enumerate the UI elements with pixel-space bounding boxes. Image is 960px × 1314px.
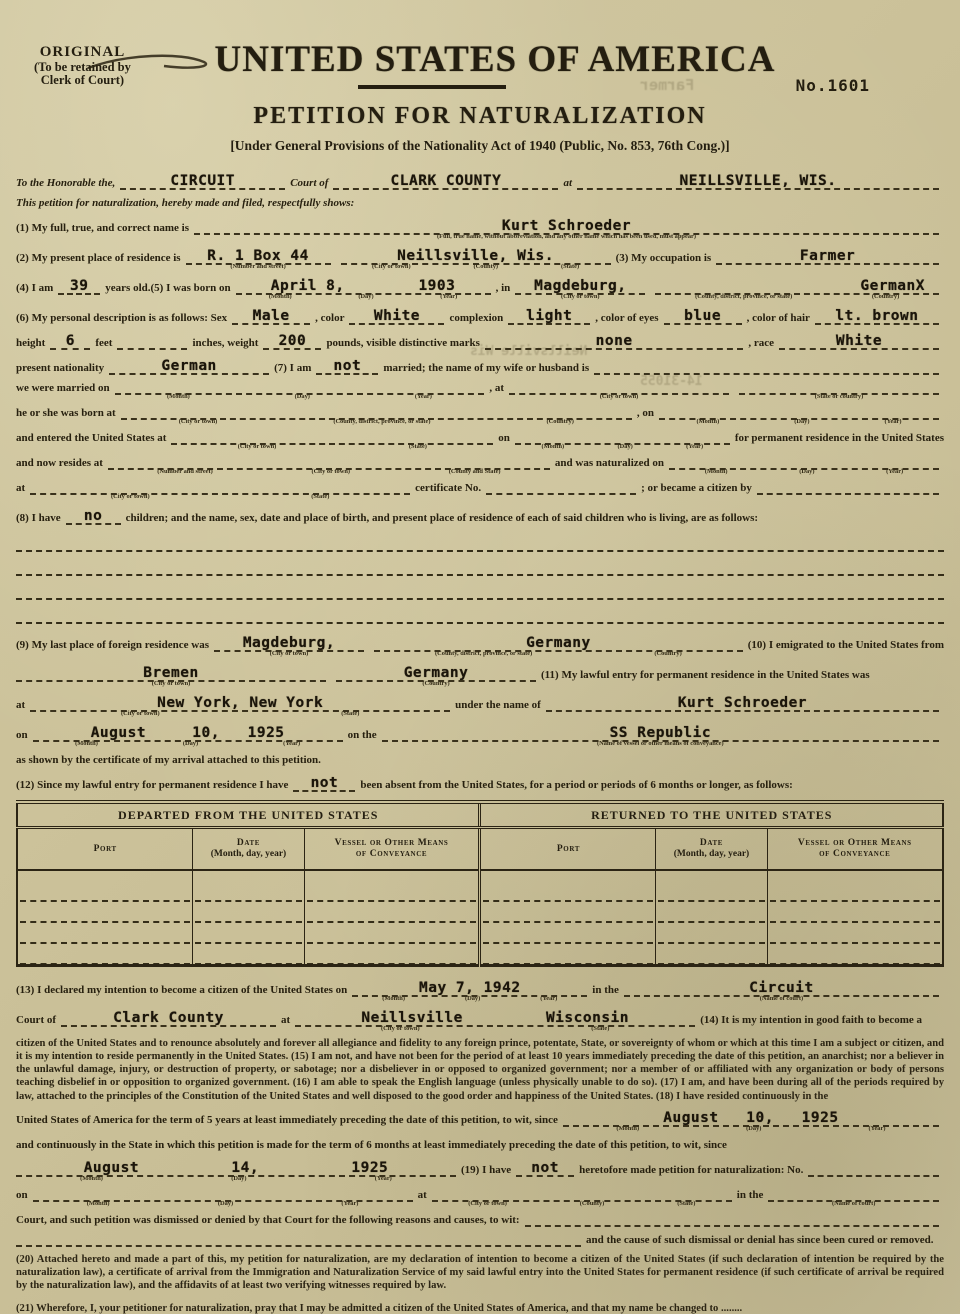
paragraph-20: (20) Attached hereto and made a part of this, my petition for naturalization, are my declaration of intention to become a citizen of the United States (if such declaration of intention be required by the naturalization law), a certificate of arrival from the Immigration and Naturalization Service of my said lawful entry into the United States for permanent residence (if such certificate of arrival be required by the naturalization law), and the affidavits of at least two verifying witnesses required by law. — [16, 1253, 944, 1291]
occupation-label: (3) My occupation is — [615, 252, 712, 264]
certificate-no-field — [486, 480, 636, 495]
absence-label: (12) Since my lawful entry for permanent residence I have — [16, 779, 289, 791]
field-line-3 — [16, 275, 944, 300]
empty-cell — [656, 901, 767, 922]
vessel-column: Vessel or Other Means of Conveyance — [767, 828, 943, 871]
paragraph-21: (21) Wherefore, I, your petitioner for naturalization, pray that I may be admitted a citizen of the United States of America, and that my name be changed to ........ — [16, 1303, 743, 1314]
vessel-field: SS Republic (Name of vessel or other means of conveyance) — [382, 722, 939, 742]
title-rule — [358, 85, 506, 89]
empty-cell — [480, 901, 656, 922]
age-field: 39 — [58, 275, 100, 295]
declaration-place-field: Neillsville Wisconsin (City or town) (State) — [295, 1007, 695, 1027]
declaration-date-field: May 7, 1942 (Month) (Day) (Year) — [352, 977, 587, 997]
residence-since-field: August 10, 1925 (Month) (Day) (Year) — [563, 1107, 939, 1127]
children-blank-row — [16, 602, 944, 624]
children-detail-label: children; and the name, sex, date and place of birth, and present place of residence of each of said children who is living, are as follows: — [125, 512, 759, 524]
spouse-born-on-label: , on — [636, 407, 654, 419]
lawful-entry-label: (11) My lawful entry for permanent residence in the United States was — [541, 669, 870, 681]
children-blank-row — [16, 530, 944, 552]
age-label: (4) I am — [16, 282, 54, 294]
vessel-column: Vessel or Other Means of Conveyance — [304, 828, 480, 871]
empty-cell — [304, 943, 480, 966]
weight-field: 200 — [263, 330, 321, 350]
emigrated-from-label: (10) I emigrated to the United States from — [747, 639, 944, 651]
certificate-no-label: certificate No. — [415, 482, 482, 494]
empty-cell — [17, 901, 193, 922]
declaration-county-field: Clark County — [61, 1007, 276, 1027]
spouse-entry-place-field: (City or town) (State) — [171, 430, 493, 445]
spouse-resides-label: and now resides at — [16, 457, 103, 469]
in-the-label: in the — [592, 984, 619, 996]
field-line-5 — [16, 330, 944, 350]
height-inches-field — [117, 335, 187, 350]
spouse-birthplace-field: (City or town) (County, district, province, or state) (Country) — [121, 405, 632, 420]
state-since-field: August 14, 1925 (Month) (Day) (Year) — [16, 1157, 456, 1177]
foreign-country-field: Germany (County, district, province, or state) (Country) — [374, 632, 743, 652]
absence-table — [16, 800, 944, 967]
residence-label: (2) My present place of residence is — [16, 252, 181, 264]
married-at-label: , at — [489, 382, 504, 394]
form-subtitle: PETITION FOR NATURALIZATION — [253, 103, 707, 129]
prior-petition-field: not — [516, 1157, 574, 1177]
on-the-label: on the — [347, 729, 377, 741]
birth-country-field: GermanX (County, district, province, or state) (Country) — [655, 275, 939, 295]
foreign-residence-label: (9) My last place of foreign residence was — [16, 639, 209, 651]
field-line-9 — [16, 430, 944, 450]
foreign-city-field: Magdeburg, (City or town) — [214, 632, 364, 652]
marks-label: pounds, visible distinctive marks — [326, 337, 480, 349]
intro-text: This petition for naturalization, hereby made and filed, respectfully shows: — [16, 197, 355, 209]
feet-label: feet — [95, 337, 113, 349]
at-label: at — [563, 177, 572, 189]
color-field: White — [349, 305, 444, 325]
occupation-field: Farmer — [716, 245, 939, 265]
weight-label: inches, weight — [192, 337, 259, 349]
marks-field: none — [485, 330, 743, 350]
empty-cell — [193, 870, 304, 901]
complexion-field: light — [508, 305, 590, 325]
prior-in-the-label: in the — [736, 1188, 764, 1201]
empty-cell — [480, 922, 656, 943]
act-citation: [Under General Provisions of the Nationality Act of 1940 (Public, No. 853, 76th Cong.)] — [230, 138, 730, 153]
prior-date-field: (Month) (Day) (Year) — [33, 1187, 413, 1202]
certificate-attached-label: as shown by the certificate of my arrival attached to this petition. — [16, 754, 321, 766]
empty-cell — [17, 943, 193, 966]
empty-cell — [304, 922, 480, 943]
intro-line — [16, 195, 944, 210]
field-line-11 — [16, 480, 944, 500]
empty-cell — [656, 870, 767, 901]
field-line-22 — [16, 1137, 944, 1152]
born-on-label: (5) I was born on — [150, 282, 231, 294]
hair-field: lt. brown — [815, 305, 939, 325]
empty-cell — [480, 870, 656, 901]
field-line-19 — [16, 977, 944, 1002]
prior-petition-label: (19) I have — [461, 1163, 512, 1176]
full-name-field: Kurt Schroeder (Full, true name, without abbreviation, and any other name which has been used, must appear) — [194, 215, 939, 235]
sex-field: Male — [232, 305, 310, 325]
spouse-name-field — [594, 360, 939, 375]
to-honorable-label: To the Honorable the, — [16, 177, 116, 189]
date-column: Date (Month, day, year) — [193, 828, 304, 871]
height-label: height — [16, 337, 46, 349]
field-line-16 — [16, 722, 944, 747]
field-line-24 — [16, 1187, 944, 1207]
empty-cell — [767, 870, 943, 901]
children-count-field: no — [66, 505, 121, 525]
field-line-7 — [16, 380, 944, 400]
street-field: R. 1 Box 44 (Number and street) — [186, 245, 331, 265]
under-name-label: under the name of — [455, 699, 541, 711]
page-title: UNITED STATES OF AMERICA — [214, 39, 776, 80]
paragraph-14-18: citizen of the United States and to renounce absolutely and forever all allegiance and fidelity to any foreign prince, potentate, State, or sovereignty of whom or which at this time I am a subject or citizen, and it is my intention to reside permanently in the United States. (15) I am not, and have not been for the period of at least 10 years immediately preceding the date of this petition, an anarchist; nor a believer in the unlawful damage, injury, or destruction of property, or sabotage; nor a disbeliever in or opposed to organized government; nor a member of or affiliated with any organization or body of persons teaching disbelief in or opposition to organized government. (16) I am able to speak the English language (unless physically unable to do so). (17) I am, and have been during all of the periods required by law, attached to the principles of the Constitution of the United States and well disposed to the good order and happiness of the United States. (18) I have resided continuously in the — [16, 1038, 944, 1102]
empty-cell — [304, 870, 480, 901]
bleed-through-text: Neillsville Wis — [470, 344, 588, 359]
color-label: , color — [315, 312, 345, 324]
good-faith-label: (14) It is my intention in good faith to become a — [700, 1014, 923, 1026]
no-value: 1601 — [827, 76, 870, 95]
empty-cell — [480, 943, 656, 966]
table-column-header — [17, 828, 943, 871]
table-row — [17, 901, 943, 922]
citizen-by-label: ; or became a citizen by — [641, 482, 752, 494]
spouse-birthdate-field: (Month) (Day) (Year) — [659, 405, 939, 420]
bleed-through-text: Farmer — [640, 76, 695, 94]
field-line-14 — [16, 662, 944, 687]
emigration-country-field: Germany (Country) — [336, 662, 536, 682]
entry-date-field: August 10, 1925 (Month) (Day) (Year) — [33, 722, 343, 742]
dismissal-cont-field — [16, 1232, 581, 1247]
entry-name-field: Kurt Schroeder — [546, 692, 939, 712]
at-label2: at — [281, 1014, 291, 1026]
spouse-naturalization-date-field: (Month) (Day) (Year) — [669, 455, 939, 470]
birth-date-field: April 8, 1903 (Month) (Day) (Year) — [236, 275, 491, 295]
court-name-field: CIRCUIT — [120, 170, 285, 190]
empty-cell — [656, 943, 767, 966]
port-column: Port — [17, 828, 193, 871]
prior-court-field: (Name of court) — [768, 1187, 939, 1202]
field-line-4 — [16, 305, 944, 325]
field-line-2 — [16, 245, 944, 270]
retained-by-label: (To be retained by — [34, 59, 131, 74]
spouse-entry-date-field: (Month) (Day) (Year) — [515, 430, 730, 445]
in-label: , in — [495, 282, 511, 294]
petition-no-field — [808, 1162, 939, 1177]
spouse-name-label: married; the name of my wife or husband is — [383, 362, 590, 374]
race-field: White — [779, 330, 939, 350]
spouse-residence-field: (Number and street) (City or town) (County and State) — [108, 455, 550, 470]
field-line-17 — [16, 752, 944, 767]
departed-header: DEPARTED FROM THE UNITED STATES — [17, 802, 480, 828]
absence-detail-label: been absent from the United States, for a period or periods of 6 months or longer, as follows: — [360, 779, 793, 791]
complexion-label: complexion — [449, 312, 504, 324]
prior-at-label: at — [417, 1188, 427, 1201]
eyes-label: , color of eyes — [595, 312, 659, 324]
hair-label: , color of hair — [746, 312, 810, 324]
empty-cell — [17, 922, 193, 943]
field-line-26 — [16, 1232, 944, 1247]
cured-label: and the cause of such dismissal or denial has since been cured or removed. — [586, 1233, 934, 1246]
absence-field: not — [293, 772, 355, 792]
nationality-field: German — [109, 355, 269, 375]
empty-cell — [304, 901, 480, 922]
emigration-port-field: Bremen (City or town) — [16, 662, 326, 682]
original-label: ORIGINAL — [39, 44, 126, 60]
empty-cell — [193, 943, 304, 966]
naturalization-place-field: (City or town) (State) — [30, 480, 410, 495]
declaration-label: (13) I declared my intention to become a citizen of the United States on — [16, 984, 348, 996]
empty-cell — [193, 901, 304, 922]
petition-no-label: heretofore made petition for naturalization: No. — [579, 1163, 804, 1176]
married-status-field: not — [316, 355, 378, 375]
empty-cell — [767, 922, 943, 943]
description-sex-label: (6) My personal description is as follows: Sex — [16, 312, 228, 324]
field-line-6 — [16, 355, 944, 375]
naturalized-at-label: at — [16, 482, 26, 494]
date-column: Date (Month, day, year) — [656, 828, 767, 871]
prior-place-field: (City or town) (County) (State) — [432, 1187, 732, 1202]
name-label: (1) My full, true, and correct name is — [16, 222, 190, 234]
empty-cell — [767, 901, 943, 922]
field-line-10 — [16, 455, 944, 475]
height-feet-field: 6 — [50, 330, 90, 350]
field-line-13 — [16, 632, 944, 657]
field-line-21 — [16, 1107, 944, 1132]
field-line-20 — [16, 1007, 944, 1032]
empty-cell — [767, 943, 943, 966]
place-field: NEILLSVILLE, WIS. — [577, 170, 939, 190]
i-am-label: (7) I am — [274, 362, 312, 374]
court-of-label: Court of — [290, 177, 329, 189]
clerk-of-court-label: Clerk of Court) — [40, 73, 125, 88]
state-residence-label: and continuously in the State in which this petition is made for the term of 6 months at least immediately preceding the date of this petition, to wit, since — [16, 1138, 727, 1151]
table-row — [17, 943, 943, 966]
port-column: Port — [480, 828, 656, 871]
city-state-field: Neillsville, Wis. (City or town) (County) (State) — [341, 245, 611, 265]
table-group-header — [17, 802, 943, 828]
table-row — [17, 870, 943, 901]
dismissal-label: Court, and such petition was dismissed or denied by that Court for the following reasons and causes, to wit: — [16, 1213, 520, 1226]
court-of-label2: Court of — [16, 1014, 57, 1026]
children-count-label: (8) I have — [16, 512, 61, 524]
no-label: No. — [795, 76, 828, 95]
children-blank-row — [16, 578, 944, 600]
county-field: CLARK COUNTY — [333, 170, 558, 190]
birth-city-field: Magdeburg, (City or town) — [515, 275, 645, 295]
prior-on-label: on — [16, 1188, 28, 1201]
field-line-18 — [16, 772, 944, 792]
children-blank-row — [16, 554, 944, 576]
race-label: , race — [748, 337, 774, 349]
empty-cell — [193, 922, 304, 943]
bleed-through-text: 14-31055 — [640, 374, 703, 389]
spouse-born-label: he or she was born at — [16, 407, 116, 419]
citizen-by-field — [757, 480, 939, 495]
spouse-entered-label: and entered the United States at — [16, 432, 167, 444]
empty-cell — [656, 922, 767, 943]
declaration-court-field: Circuit (Name of court) — [624, 977, 939, 997]
five-year-residence-label: United States of America for the term of 5 years at least immediately preceding the date of this petition, to wit, since — [16, 1113, 558, 1126]
field-line-8 — [16, 405, 944, 425]
returned-header: RETURNED TO THE UNITED STATES — [480, 802, 943, 828]
salutation-line — [16, 170, 944, 190]
field-line-23 — [16, 1157, 944, 1182]
original-stamp — [34, 44, 131, 88]
spouse-naturalized-label: and was naturalized on — [554, 457, 664, 469]
table-row — [17, 922, 943, 943]
permanent-residence-label: for permanent residence in the United States — [734, 432, 944, 444]
field-line-15 — [16, 692, 944, 717]
marriage-state-field: (State or country) — [739, 380, 939, 395]
years-old-label: years old. — [105, 282, 151, 294]
nationality-label: present nationality — [16, 362, 105, 374]
spouse-entry-on-label: on — [498, 432, 510, 444]
marriage-city-field: (City or town) — [509, 380, 729, 395]
eyes-field: blue — [664, 305, 742, 325]
field-line-12 — [16, 505, 944, 525]
dismissal-reason-field — [525, 1212, 939, 1227]
marriage-date-field: (Month) (Day) (Year) — [115, 380, 485, 395]
entry-port-field: New York, New York (City or town) (State) — [30, 692, 450, 712]
empty-cell — [17, 870, 193, 901]
entry-on-label: on — [16, 729, 28, 741]
petition-number — [796, 76, 870, 95]
entry-at-label: at — [16, 699, 26, 711]
married-on-label: we were married on — [16, 382, 110, 394]
field-line-25 — [16, 1212, 944, 1227]
field-line-1 — [16, 215, 944, 240]
